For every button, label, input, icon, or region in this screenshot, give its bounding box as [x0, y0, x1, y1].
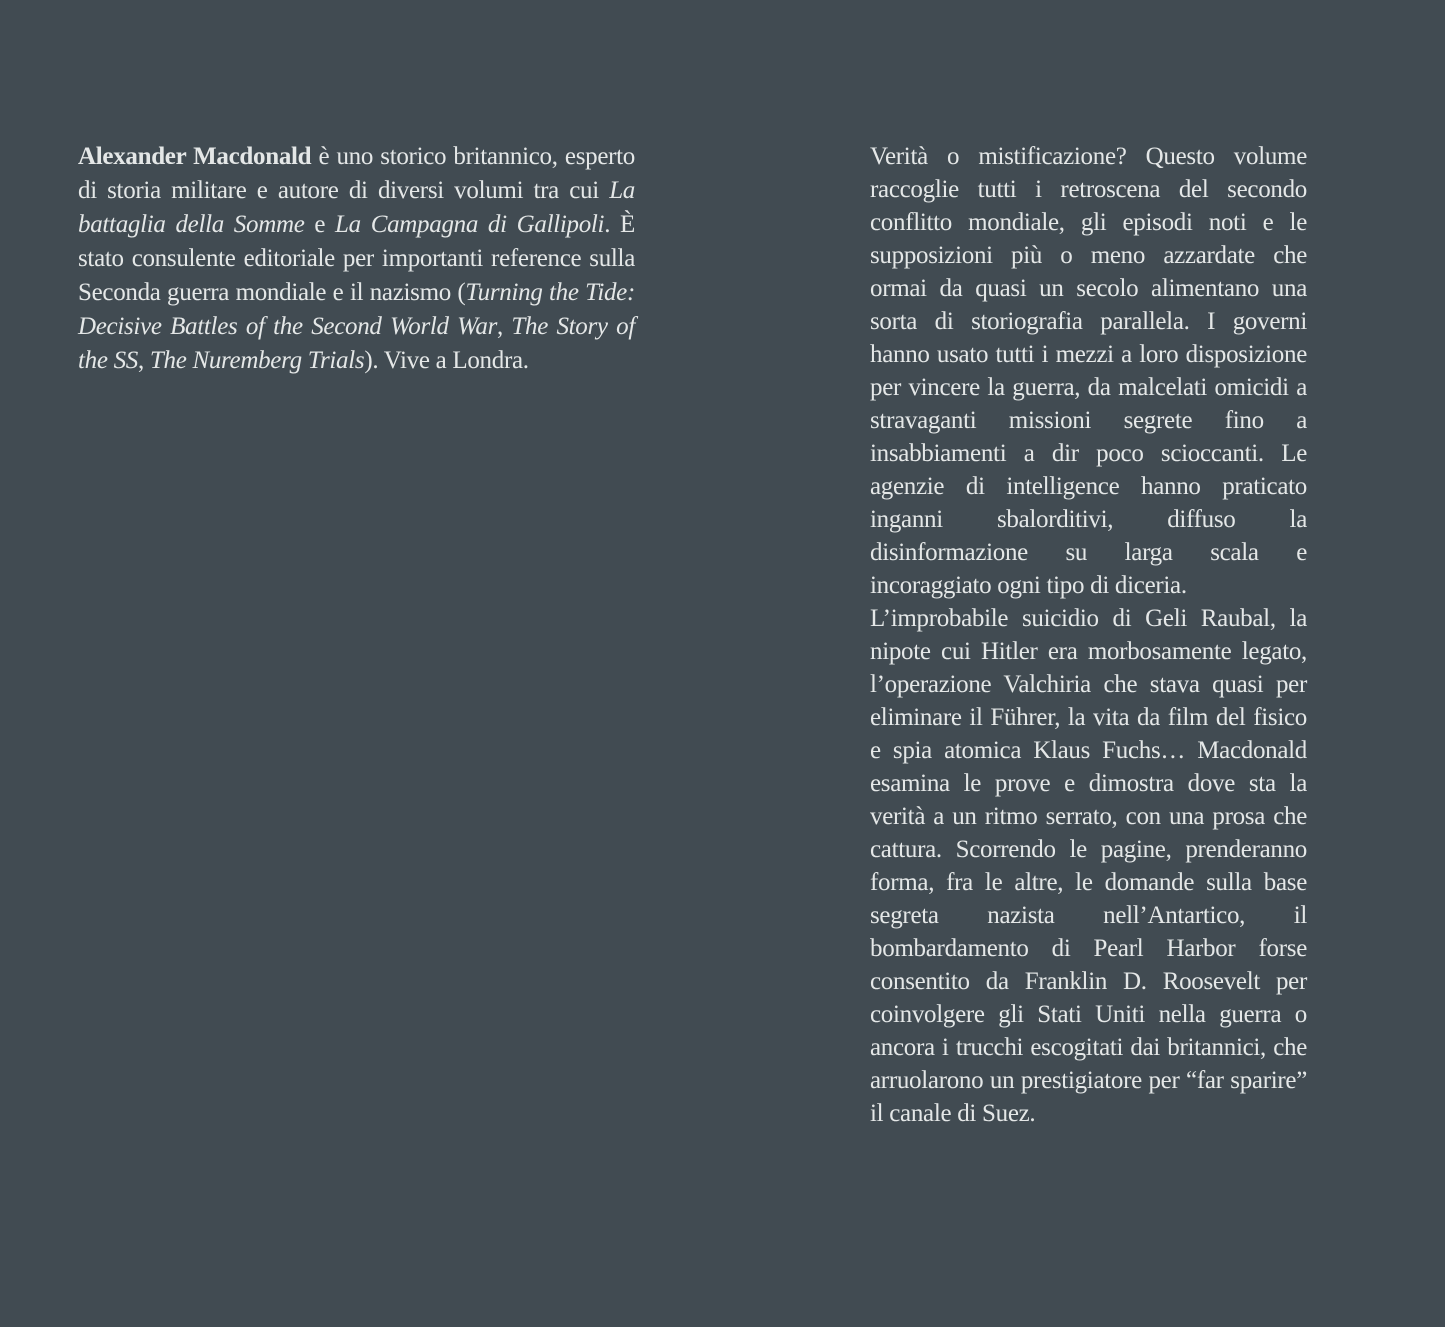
- text-run: . È stato consulente editoriale per importanti reference sulla Seconda guerra mondiale e il nazismo (: [78, 211, 635, 306]
- author-bio-column: [78, 140, 635, 378]
- text-run: ,: [497, 313, 512, 340]
- text-run: Verità o mistificazione? Questo volume raccoglie tutti i retroscena del secondo conflitto mondiale, gli episodi noti e le supposizioni più o meno azzardate che ormai da quasi un secolo alimentano una sorta di storiografia parallela. I governi hanno usato tutti i mezzi a loro disposizione per vincere la guerra, da malcelati omicidi a stravaganti missioni segrete fino a insabbiamenti a dir poco scioccanti. Le agenzie di intelligence hanno praticato inganni sbalorditivi, diffuso la disinformazione su larga scala e incoraggiato ogni tipo di diceria.: [870, 143, 1307, 599]
- text-run: La Campagna di Gallipoli: [335, 211, 605, 238]
- text-run: The Nuremberg Trials: [149, 347, 365, 374]
- text-run: e: [304, 211, 336, 238]
- text-run: ). Vive a Londra.: [364, 347, 529, 374]
- text-run: L’improbabile suicidio di Geli Raubal, la nipote cui Hitler era morbosamente legato, l’operazione Valchiria che stava quasi per eliminare il Führer, la vita da film del fisico e spia atomica Klaus Fuchs… Macdonald esamina le prove e dimostra dove sta la verità a un ritmo serrato, con una prosa che cattura. Scorrendo le pagine, prenderanno forma, fra le altre, le domande sulla base segreta nazista nell’Antartico, il bombardamento di Pearl Harbor forse consentito da Franklin D. Roosevelt per coinvolgere gli Stati Uniti nella guerra o ancora i trucchi escogitati dai britannici, che arruolarono un prestigiatore per “far sparire” il canale di Suez.: [870, 605, 1307, 1127]
- synopsis-paragraph-1: [870, 140, 1307, 602]
- text-run: La battaglia della Somme: [78, 177, 635, 238]
- text-run: The Story of the SS: [78, 313, 636, 374]
- text-run: Turning the Tide: Decisive Battles of the Second World War: [78, 279, 635, 340]
- synopsis-column: [870, 140, 1307, 1130]
- author-bio-paragraph: [78, 140, 635, 378]
- text-run: è uno storico britannico, esperto di storia militare e autore di diversi volumi tra cui: [78, 143, 635, 204]
- synopsis-paragraph-2: [870, 602, 1307, 1130]
- text-run: Alexander Macdonald: [78, 143, 312, 170]
- text-run: ,: [138, 347, 150, 374]
